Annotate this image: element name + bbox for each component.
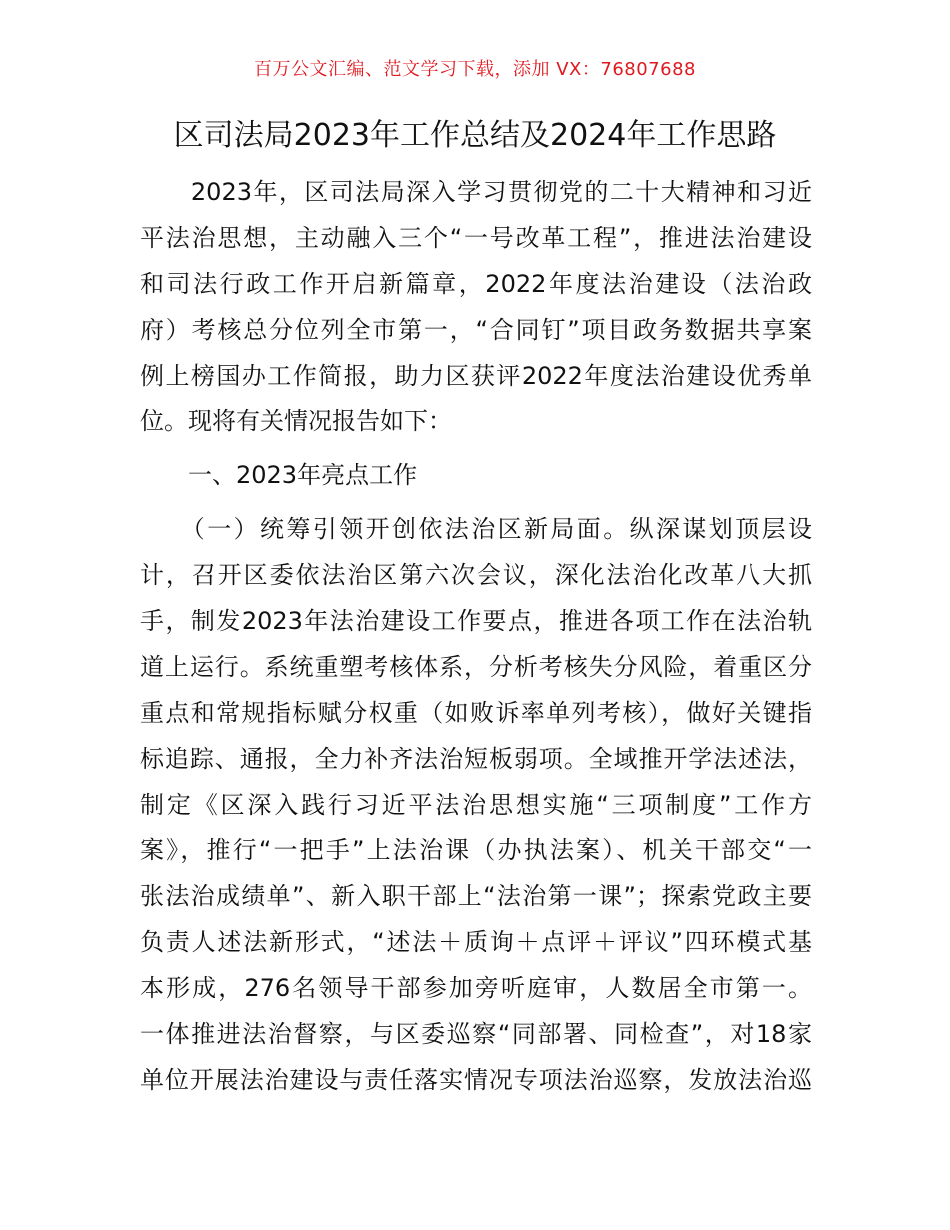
text-line: 例上榜国办工作简报，助力区获评2022年度法治建设优秀单 (140, 361, 812, 390)
text-line: 府）考核总分位列全市第一，“合同钉”项目政务数据共享案 (140, 315, 812, 344)
text-line: 单位开展法治建设与责任落实情况专项法治巡察，发放法治巡 (140, 1065, 812, 1094)
text-line: 本形成，276名领导干部参加旁听庭审，人数居全市第一。 (140, 974, 812, 1003)
text-line: 重点和常规指标赋分权重（如败诉率单列考核），做好关键指 (140, 698, 812, 727)
watermark-banner: 百万公文汇编、范文学习下载，添加 VX：76807688 (254, 59, 696, 80)
paragraph-intro (140, 170, 812, 445)
text-line: 和司法行政工作开启新篇章，2022年度法治建设（法治政 (140, 269, 812, 298)
text-line: 张法治成绩单”、新入职干部上“法治第一课”；探索党政主要 (140, 882, 812, 911)
section-heading: 一、2023年亮点工作 (140, 461, 418, 490)
text-line: 制定《区深入践行习近平法治思想实施“三项制度”工作方 (140, 790, 812, 819)
text-line: 计，召开区委依法治区第六次会议，深化法治化改革八大抓 (140, 561, 812, 590)
text-line: 平法治思想，主动融入三个“一号改革工程”，推进法治建设 (140, 223, 812, 252)
text-line: （一）统筹引领开创依法治区新局面。纵深谋划顶层设 (140, 515, 812, 544)
text-line: 标追踪、通报，全力补齐法治短板弱项。全域推开学法述法， (140, 744, 812, 773)
document-title: 区司法局2023年工作总结及2024年工作思路 (173, 118, 777, 153)
document-body (140, 170, 812, 1104)
text-line: 2023年，区司法局深入学习贯彻党的二十大精神和习近 (140, 178, 812, 206)
text-line: 手，制发2023年法治建设工作要点，推进各项工作在法治轨 (140, 607, 812, 636)
text-line: 一体推进法治督察，与区委巡察“同部署、同检查”，对18家 (140, 1020, 812, 1049)
text-line: 案》，推行“一把手”上法治课（办执法案）、机关干部交“一 (140, 836, 812, 865)
text-line: 负责人述法新形式，“述法＋质询＋点评＋评议”四环模式基 (140, 928, 812, 957)
text-line: 道上运行。系统重塑考核体系，分析考核失分风险，着重区分 (140, 652, 812, 681)
paragraph-section-1-1 (140, 507, 812, 1104)
text-line: 位。现将有关情况报告如下： (140, 407, 452, 436)
